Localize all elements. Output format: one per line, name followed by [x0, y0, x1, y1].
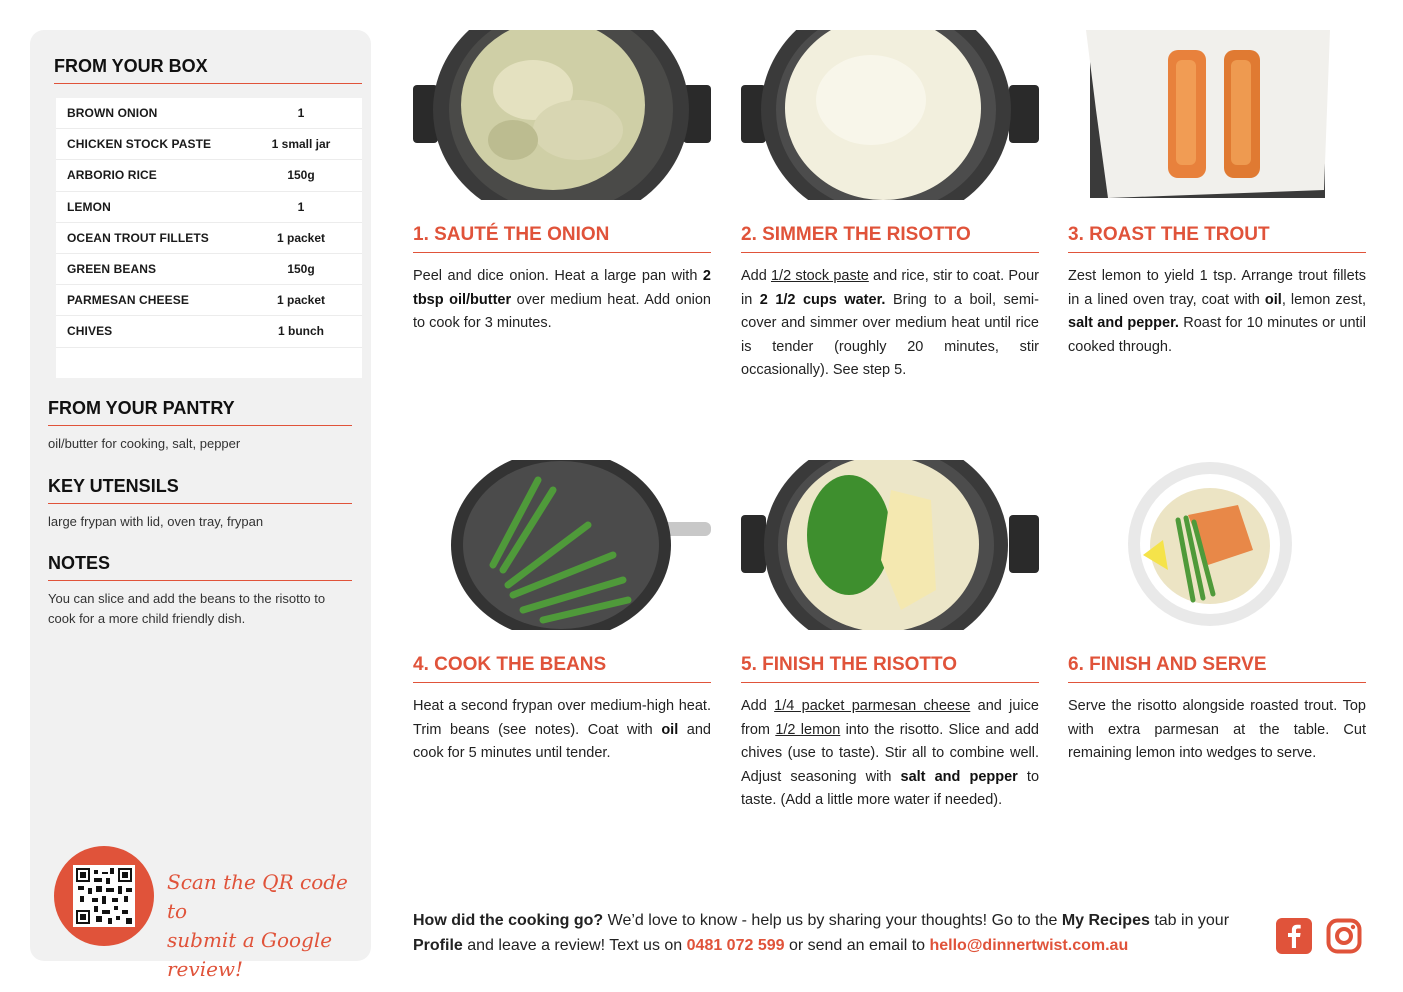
step-5-title: 5. FINISH THE RISOTTO [741, 654, 1039, 683]
footer-text-2: tab in your [1149, 912, 1230, 929]
sidebar [30, 30, 371, 981]
ingredient-qty: 1 small jar [271, 137, 331, 152]
ingredient-name: CHIVES [67, 324, 113, 339]
instagram-icon[interactable] [1326, 918, 1362, 954]
step-2 [741, 30, 1039, 383]
step-text-run: oil [661, 721, 679, 738]
step-text-run: Zest lemon to yield 1 tsp. Arrange trout fillets in a lined oven tray, coat with [1068, 268, 1366, 308]
step-text-run: Serve the risotto alongside roasted trout. Top with extra parmesan at the table. Cut remaining lemon into wedges to serve. [1068, 698, 1366, 761]
table-row [56, 223, 362, 254]
profile-link[interactable]: Profile [413, 937, 463, 954]
step-text-run: Heat a second frypan over medium-high heat. Trim beans (see notes). Coat with [413, 698, 711, 738]
step-5 [741, 460, 1039, 813]
step-text-run: salt and pepper. [1068, 315, 1179, 331]
footer-text-4: or send an email to [784, 937, 930, 954]
step-text-run: into the risotto. Slice and add chives (use to taste). Stir all to combine well. Adjust seasoning with [741, 721, 1039, 785]
pantry-text: oil/butter for cooking, salt, pepper [48, 436, 241, 451]
step-text-run: oil [1264, 291, 1282, 308]
step-text-run: , lemon zest, [1281, 291, 1366, 308]
notes-title: NOTES [48, 553, 352, 581]
ingredient-qty: 1 [297, 199, 305, 214]
notes-section [48, 553, 352, 629]
qr-caption-line1: Scan the QR code to [167, 870, 348, 923]
step-4-title: 4. COOK THE BEANS [413, 654, 711, 683]
table-row [56, 316, 362, 347]
ingredient-name: LEMON [67, 199, 111, 214]
step-6-photo [1068, 460, 1366, 630]
qr-badge [54, 846, 154, 946]
pantry-title: FROM YOUR PANTRY [48, 398, 352, 426]
step-4 [413, 460, 711, 766]
phone-link[interactable]: 0481 072 599 [686, 937, 785, 954]
step-text-run: 1/2 stock paste [770, 268, 869, 284]
step-text-run: 1/2 lemon [775, 721, 841, 738]
step-text-run: salt and pepper [900, 768, 1018, 785]
table-row [56, 285, 362, 316]
step-text-run: and rice, stir to coat. Pour in [741, 268, 1039, 308]
ingredient-qty: 150g [287, 168, 315, 183]
footer-text-1: We’d love to know - help us by sharing your thoughts! Go to the [603, 912, 1062, 929]
step-5-photo [741, 460, 1039, 630]
from-your-box-title: FROM YOUR BOX [54, 56, 362, 84]
ingredient-qty: 150g [287, 262, 315, 277]
qr-caption [167, 868, 367, 984]
step-text-run: and cook for 5 minutes until tender. [413, 721, 711, 761]
ingredient-qty: 1 packet [276, 230, 326, 245]
table-row [56, 254, 362, 285]
step-text-run: Roast for 10 minutes or until cooked through. [1068, 315, 1366, 355]
utensils-text: large frypan with lid, oven tray, frypan [48, 514, 264, 529]
qr-caption-line2: submit a Google review! [167, 928, 333, 981]
step-text-run: Add [741, 698, 775, 714]
email-link[interactable]: hello@dinnertwist.com.au [929, 937, 1129, 954]
step-2-photo [741, 30, 1039, 200]
ingredient-qty: 1 packet [276, 293, 326, 308]
facebook-icon[interactable] [1276, 918, 1312, 954]
step-6 [1068, 460, 1366, 766]
step-1-photo [413, 30, 711, 200]
step-1-text [413, 265, 711, 336]
pantry-section [48, 398, 352, 454]
ingredients-table [56, 98, 362, 378]
step-1 [413, 30, 711, 336]
table-row [56, 98, 362, 129]
my-recipes-link[interactable]: My Recipes [1061, 912, 1150, 929]
step-2-text [741, 265, 1039, 383]
step-6-title: 6. FINISH AND SERVE [1068, 654, 1366, 683]
step-text-run: 2 tbsp oil/butter [413, 268, 711, 308]
step-text-run: Bring to a boil, semi-cover and simmer over medium heat until rice is tender (roughly 20 minutes, stir occasionally). See step 5. [741, 291, 1039, 378]
step-6-text [1068, 695, 1366, 766]
table-row [56, 160, 362, 191]
ingredient-name: OCEAN TROUT FILLETS [67, 230, 209, 245]
step-3-photo [1068, 30, 1366, 200]
step-3 [1068, 30, 1366, 359]
ingredient-qty: 1 bunch [277, 324, 324, 339]
ingredient-name: GREEN BEANS [67, 262, 157, 277]
utensils-title: KEY UTENSILS [48, 476, 352, 504]
step-text-run: to taste. (Add a little more water if needed). [741, 768, 1040, 808]
ingredient-name: ARBORIO RICE [67, 168, 157, 183]
step-text-run: Peel and dice onion. Heat a large pan with [413, 268, 703, 284]
step-2-title: 2. SIMMER THE RISOTTO [741, 224, 1039, 253]
table-row [56, 192, 362, 223]
step-text-run: Add [741, 268, 771, 284]
utensils-section [48, 476, 352, 532]
ingredient-name: PARMESAN CHEESE [67, 293, 189, 308]
qr-code[interactable] [73, 865, 135, 927]
step-text-run: 2 1/2 cups water. [759, 291, 886, 308]
step-3-text [1068, 265, 1366, 359]
footer-text-3: and leave a review! Text us on [462, 937, 687, 954]
ingredient-name: CHICKEN STOCK PASTE [67, 137, 212, 152]
step-1-title: 1. SAUTÉ THE ONION [413, 224, 711, 253]
step-text-run: over medium heat. Add onion to cook for 3 minutes. [413, 291, 711, 331]
step-4-text [413, 695, 711, 766]
step-4-photo [413, 460, 711, 630]
ingredient-name: BROWN ONION [67, 106, 158, 121]
table-row [56, 129, 362, 160]
notes-text: You can slice and add the beans to the risotto to cook for a more child friendly dish. [48, 591, 326, 626]
step-3-title: 3. ROAST THE TROUT [1068, 224, 1366, 253]
step-text-run: and juice from [741, 698, 1039, 738]
ingredient-qty: 1 [297, 106, 305, 121]
footer-question: How did the cooking go? [413, 912, 604, 929]
feedback-footer [413, 908, 1263, 958]
step-5-text [741, 695, 1039, 813]
step-text-run: 1/4 packet parmesan cheese [774, 698, 971, 714]
